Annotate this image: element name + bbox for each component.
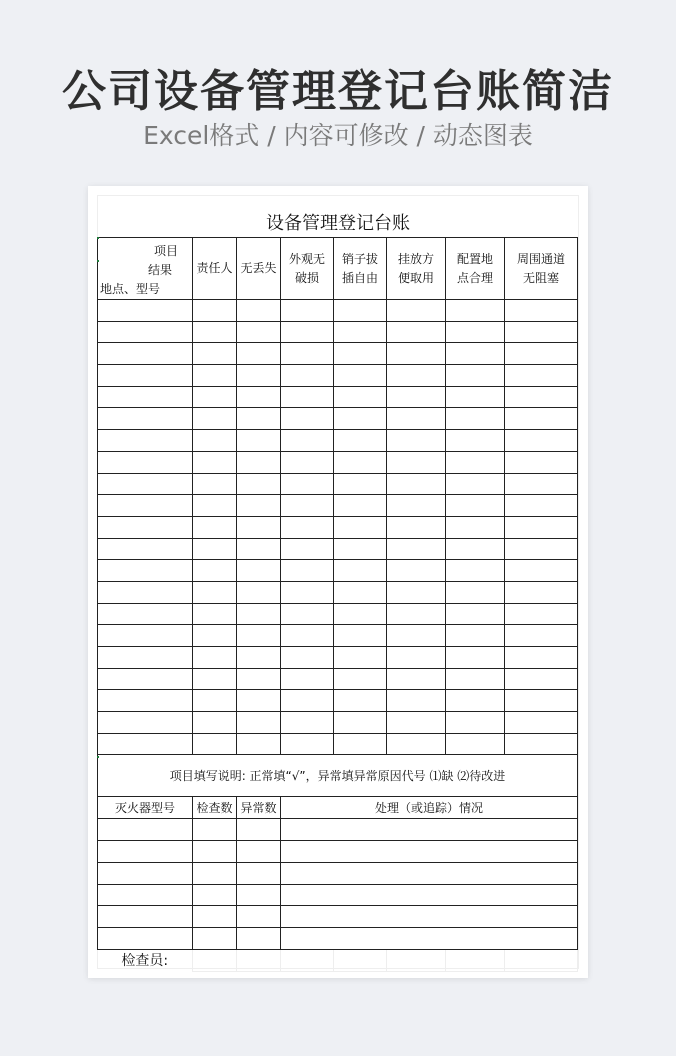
table-cell — [505, 473, 578, 495]
table-cell — [334, 321, 387, 343]
table-cell — [237, 819, 281, 841]
table-cell — [281, 841, 578, 863]
table-row — [98, 386, 578, 408]
table-cell — [98, 668, 193, 690]
table-cell — [237, 603, 281, 625]
column-header-not-lost: 无丢失 — [237, 238, 281, 300]
table-cell — [446, 733, 505, 755]
table-cell — [446, 712, 505, 734]
table-cell — [193, 690, 237, 712]
cell-marker — [97, 237, 99, 239]
table-cell — [505, 343, 578, 365]
table-cell — [281, 668, 334, 690]
table-cell — [281, 343, 334, 365]
table-cell — [193, 841, 237, 863]
table-cell — [193, 516, 237, 538]
table-cell — [387, 430, 446, 452]
table-cell — [193, 884, 237, 906]
table-row — [98, 647, 578, 669]
table-cell — [446, 690, 505, 712]
table-cell — [98, 862, 193, 884]
table-cell — [98, 516, 193, 538]
table-cell — [193, 430, 237, 452]
column-header-location: 配置地 点合理 — [446, 238, 505, 300]
table-cell — [387, 408, 446, 430]
table-cell — [281, 300, 334, 322]
table-cell — [334, 625, 387, 647]
table-cell — [237, 581, 281, 603]
table-cell — [334, 603, 387, 625]
table-cell — [281, 581, 334, 603]
table-cell — [281, 365, 334, 387]
inspector-row — [98, 949, 578, 971]
table-cell — [193, 365, 237, 387]
table-cell — [98, 625, 193, 647]
table-cell — [193, 712, 237, 734]
table-cell — [98, 927, 193, 949]
table-cell — [193, 949, 237, 971]
sub-header-abnormal: 异常数 — [237, 797, 281, 819]
table-cell — [334, 300, 387, 322]
table-cell — [505, 690, 578, 712]
table-cell — [446, 386, 505, 408]
table-cell — [193, 927, 237, 949]
table-cell — [281, 495, 334, 517]
table-cell — [505, 386, 578, 408]
table-cell — [193, 300, 237, 322]
table-cell — [98, 365, 193, 387]
table-cell — [334, 386, 387, 408]
table-cell — [446, 343, 505, 365]
table-cell — [193, 408, 237, 430]
hero-subtitle: Excel格式 / 内容可修改 / 动态图表 — [143, 121, 533, 150]
table-cell — [505, 712, 578, 734]
table-row — [98, 733, 578, 755]
table-cell — [193, 625, 237, 647]
table-cell — [446, 300, 505, 322]
table-cell — [281, 625, 334, 647]
table-cell — [505, 321, 578, 343]
table-cell — [387, 538, 446, 560]
table-cell — [237, 906, 281, 928]
table-cell — [334, 647, 387, 669]
table-cell — [281, 949, 334, 971]
table-cell — [446, 451, 505, 473]
table-cell — [505, 560, 578, 582]
table-cell — [387, 473, 446, 495]
table-cell — [193, 386, 237, 408]
table-cell — [98, 560, 193, 582]
table-row — [98, 906, 578, 928]
table-cell — [505, 949, 578, 971]
table-cell — [505, 647, 578, 669]
table-cell — [446, 949, 505, 971]
table-cell — [387, 321, 446, 343]
table-cell — [237, 625, 281, 647]
table-cell — [334, 408, 387, 430]
table-cell — [281, 408, 334, 430]
table-cell — [281, 927, 578, 949]
table-cell — [237, 386, 281, 408]
diagonal-header-bottom: 地点、型号 — [100, 282, 161, 296]
table-cell — [237, 647, 281, 669]
table-cell — [98, 495, 193, 517]
column-header-no-damage: 外观无 破损 — [281, 238, 334, 300]
table-cell — [281, 516, 334, 538]
table-row — [98, 451, 578, 473]
note-row — [98, 755, 578, 797]
table-cell — [98, 841, 193, 863]
table-cell — [98, 819, 193, 841]
table-cell — [281, 386, 334, 408]
column-header-placement: 挂放方 便取用 — [387, 238, 446, 300]
table-cell — [281, 884, 578, 906]
table-row — [98, 495, 578, 517]
table-cell — [334, 690, 387, 712]
table-cell — [334, 365, 387, 387]
table-row — [98, 560, 578, 582]
table-cell — [387, 451, 446, 473]
table-cell — [237, 495, 281, 517]
table-cell — [237, 841, 281, 863]
table-cell — [98, 733, 193, 755]
table-cell — [334, 473, 387, 495]
table-row — [98, 712, 578, 734]
document-title: 设备管理登记台账 — [266, 213, 410, 234]
table-cell — [281, 733, 334, 755]
table-row — [98, 365, 578, 387]
inspector-label: 检查员: — [121, 953, 169, 970]
table-cell — [98, 906, 193, 928]
table-cell — [446, 560, 505, 582]
table-cell — [237, 365, 281, 387]
table-row — [98, 862, 578, 884]
table-cell — [505, 538, 578, 560]
table-cell — [387, 712, 446, 734]
ledger-table — [97, 237, 578, 972]
table-cell — [446, 473, 505, 495]
table-cell — [193, 581, 237, 603]
table-cell — [281, 451, 334, 473]
table-cell — [505, 733, 578, 755]
table-cell — [98, 884, 193, 906]
table-cell — [281, 819, 578, 841]
table-cell — [387, 625, 446, 647]
table-cell — [98, 386, 193, 408]
table-cell — [193, 647, 237, 669]
table-cell — [446, 668, 505, 690]
table-row — [98, 625, 578, 647]
table-cell — [387, 733, 446, 755]
table-cell — [237, 884, 281, 906]
diagonal-header-top: 项目 — [153, 244, 178, 258]
table-cell — [387, 647, 446, 669]
table-cell — [281, 906, 578, 928]
table-cell — [193, 668, 237, 690]
table-row — [98, 884, 578, 906]
table-cell — [505, 581, 578, 603]
table-cell — [237, 408, 281, 430]
table-cell — [446, 603, 505, 625]
table-cell — [193, 473, 237, 495]
table-cell — [237, 538, 281, 560]
table-cell — [505, 516, 578, 538]
table-cell — [237, 949, 281, 971]
table-cell — [237, 712, 281, 734]
table-cell — [98, 451, 193, 473]
table-cell — [505, 300, 578, 322]
table-row — [98, 819, 578, 841]
table-cell — [237, 690, 281, 712]
table-cell — [334, 343, 387, 365]
table-cell — [334, 495, 387, 517]
table-cell — [334, 668, 387, 690]
table-cell — [334, 560, 387, 582]
table-cell — [446, 408, 505, 430]
table-cell — [237, 451, 281, 473]
table-cell — [387, 516, 446, 538]
table-cell — [387, 560, 446, 582]
table-cell — [193, 495, 237, 517]
table-cell — [446, 430, 505, 452]
table-cell — [237, 473, 281, 495]
table-cell — [281, 603, 334, 625]
table-cell — [98, 538, 193, 560]
table-cell — [387, 668, 446, 690]
table-cell — [446, 321, 505, 343]
cell-marker — [97, 260, 99, 262]
table-cell — [387, 386, 446, 408]
table-cell — [193, 538, 237, 560]
table-cell — [281, 560, 334, 582]
table-cell — [98, 343, 193, 365]
column-header-pin: 销子拔 插自由 — [334, 238, 387, 300]
table-cell — [237, 560, 281, 582]
table-row — [98, 408, 578, 430]
table-cell — [505, 365, 578, 387]
table-cell — [334, 538, 387, 560]
fill-instructions: 项目填写说明: 正常填“√”，异常填异常原因代号 ⑴缺 ⑵待改进 — [98, 755, 578, 797]
table-cell — [387, 495, 446, 517]
table-cell — [281, 321, 334, 343]
table-cell — [237, 668, 281, 690]
table-row — [98, 581, 578, 603]
table-cell — [334, 451, 387, 473]
table-cell — [387, 365, 446, 387]
table-cell — [98, 300, 193, 322]
table-cell — [98, 712, 193, 734]
table-row — [98, 473, 578, 495]
table-row — [98, 321, 578, 343]
table-cell — [193, 603, 237, 625]
table-cell — [281, 430, 334, 452]
table-cell — [193, 451, 237, 473]
cell-marker — [97, 756, 99, 758]
table-cell — [334, 516, 387, 538]
table-row — [98, 343, 578, 365]
column-header-responsible: 责任人 — [193, 238, 237, 300]
table-row — [98, 538, 578, 560]
table-cell — [193, 906, 237, 928]
table-cell — [237, 300, 281, 322]
table-cell — [505, 430, 578, 452]
table-cell — [446, 538, 505, 560]
table-cell — [334, 430, 387, 452]
table-cell — [334, 733, 387, 755]
table-cell — [237, 862, 281, 884]
table-cell — [193, 819, 237, 841]
table-cell — [446, 581, 505, 603]
table-cell — [505, 408, 578, 430]
table-cell — [334, 949, 387, 971]
table-cell — [98, 430, 193, 452]
table-cell — [193, 321, 237, 343]
sub-header-checked: 检查数 — [193, 797, 237, 819]
table-row — [98, 430, 578, 452]
table-row — [98, 841, 578, 863]
table-cell — [237, 343, 281, 365]
table-cell — [98, 603, 193, 625]
table-cell — [98, 690, 193, 712]
sub-header-model: 灭火器型号 — [98, 797, 193, 819]
table-row — [98, 603, 578, 625]
table-cell — [193, 560, 237, 582]
table-cell — [98, 408, 193, 430]
table-row — [98, 300, 578, 322]
table-cell — [446, 495, 505, 517]
table-cell — [446, 516, 505, 538]
table-cell — [281, 712, 334, 734]
table-cell — [237, 321, 281, 343]
table-cell — [387, 949, 446, 971]
table-cell — [334, 712, 387, 734]
table-row — [98, 668, 578, 690]
table-cell — [98, 473, 193, 495]
table-cell — [281, 473, 334, 495]
table-cell — [193, 733, 237, 755]
table-cell — [446, 625, 505, 647]
table-cell — [98, 581, 193, 603]
table-cell — [505, 603, 578, 625]
table-cell — [446, 365, 505, 387]
table-cell — [281, 690, 334, 712]
table-cell — [505, 625, 578, 647]
table-cell — [387, 690, 446, 712]
table-cell — [387, 603, 446, 625]
sub-header-handling: 处理（或追踪）情况 — [281, 797, 578, 819]
table-cell — [505, 668, 578, 690]
table-cell — [193, 862, 237, 884]
sub-header-row — [98, 797, 578, 819]
column-header-passage: 周围通道 无阻塞 — [505, 238, 578, 300]
table-cell — [387, 343, 446, 365]
table-cell — [446, 647, 505, 669]
table-cell — [193, 343, 237, 365]
table-cell — [98, 647, 193, 669]
table-cell — [237, 516, 281, 538]
table-cell — [334, 581, 387, 603]
table-cell — [281, 538, 334, 560]
table-cell — [387, 300, 446, 322]
table-cell — [237, 733, 281, 755]
diagonal-header-cell — [98, 238, 193, 300]
header-row — [98, 238, 578, 300]
diagonal-header-middle: 结果 — [147, 263, 172, 277]
table-row — [98, 690, 578, 712]
table-cell — [387, 581, 446, 603]
table-cell — [281, 647, 334, 669]
table-cell — [98, 321, 193, 343]
table-row — [98, 516, 578, 538]
table-cell — [505, 495, 578, 517]
hero-title: 公司设备管理登记台账简洁 — [62, 66, 614, 117]
table-cell — [237, 430, 281, 452]
table-cell — [505, 451, 578, 473]
table-cell — [281, 862, 578, 884]
table-row — [98, 927, 578, 949]
table-cell — [237, 927, 281, 949]
